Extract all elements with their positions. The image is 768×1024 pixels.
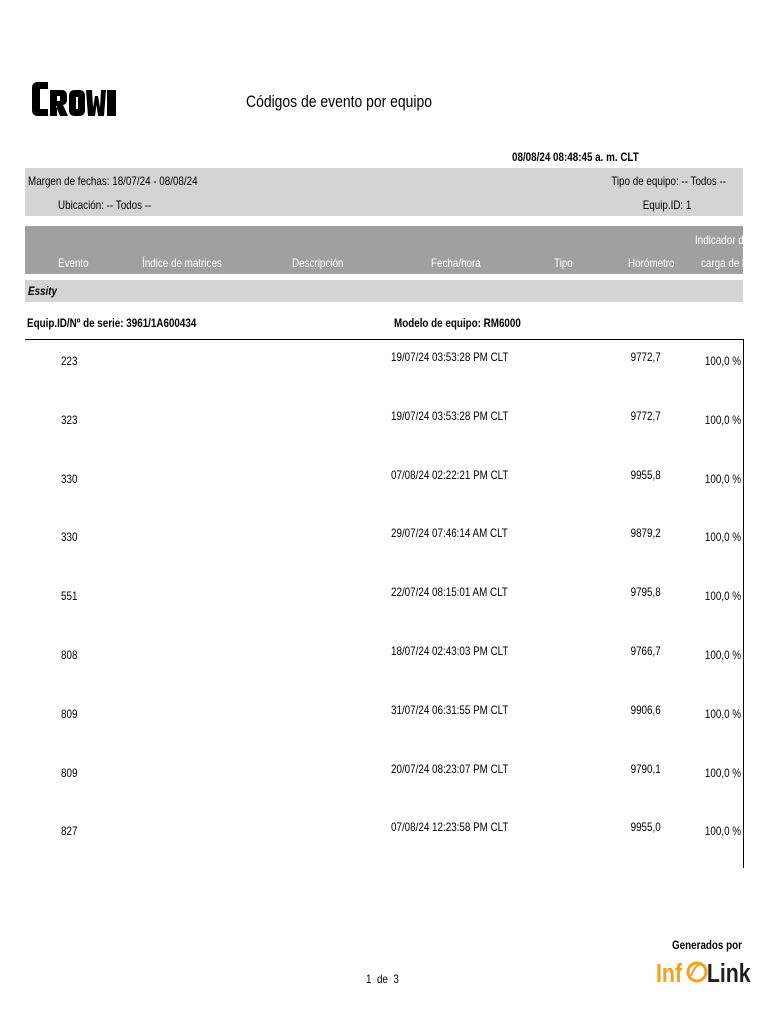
col-descripcion: Descripción [292,256,344,270]
load-indicator: 100,0 % [704,530,741,545]
table-row [25,815,743,873]
equipment-model: Modelo de equipo: RM6000 [394,316,521,330]
event-code: 809 [61,706,78,721]
event-code: 827 [61,824,78,839]
table-row [25,463,743,521]
hour-meter: 9906,6 [630,702,661,717]
col-tipo: Tipo [554,256,573,270]
logo-text: CROWN [30,78,34,79]
hour-meter: 9766,7 [630,644,661,658]
group-name: Essity [28,284,57,298]
column-header-row [25,226,750,274]
location-filter: Ubicación: -- Todos -- [58,198,152,212]
event-datetime: 07/08/24 02:22:21 PM CLT [391,467,509,482]
event-code: 551 [61,589,78,604]
page-separator: de [376,972,388,986]
generated-timestamp: 08/08/24 08:48:45 a. m. CLT [512,150,639,164]
load-indicator: 100,0 % [704,471,741,486]
load-indicator: 100,0 % [704,412,741,427]
event-code: 330 [61,530,78,545]
report-title: Códigos de evento por equipo [246,92,433,111]
table-row [25,698,743,756]
table-row [25,757,743,815]
event-code: 809 [61,765,78,780]
infolink-brand-info: Inf [656,959,683,989]
group-header [25,280,743,302]
event-datetime: 22/07/24 08:15:01 AM CLT [391,585,508,600]
load-indicator: 100,0 % [704,589,741,604]
load-indicator: 100,0 % [704,354,741,368]
equipment-id-filter: Equip.ID: 1 [642,198,691,212]
hour-meter: 9879,2 [630,526,661,541]
event-datetime: 20/07/24 08:23:07 PM CLT [391,761,509,776]
infolink-logo [656,954,751,989]
hour-meter: 9795,8 [630,585,661,600]
event-table [25,339,744,868]
infolink-brand-link: Link [706,959,751,989]
hour-meter: 9772,7 [630,350,661,364]
event-datetime: 19/07/24 03:53:28 PM CLT [391,408,509,423]
event-datetime: 07/08/24 12:23:58 PM CLT [391,820,509,835]
col-indice: Índice de matrices [142,256,222,270]
date-range-filter: Margen de fechas: 18/07/24 - 08/08/24 [28,174,198,188]
page-indicator [366,972,399,986]
col-indicador-line1: Indicador de [695,233,750,247]
event-datetime: 19/07/24 03:53:28 PM CLT [391,350,509,364]
hour-meter: 9955,8 [630,467,661,482]
event-code: 330 [61,471,78,486]
col-fecha-hora: Fecha/hora [431,256,481,270]
table-row [25,404,743,462]
page-total: 3 [393,972,399,986]
load-indicator: 100,0 % [704,765,741,780]
col-indicador-line2: carga de la [701,256,750,270]
page-current: 1 [366,972,372,986]
table-row [25,580,743,638]
crown-logo [30,78,116,120]
table-row [25,521,743,579]
equipment-serial: Equip.ID/Nº de serie: 3961/1A600434 [27,316,197,330]
generated-by-label: Generados por [672,938,742,952]
event-code: 323 [61,412,78,427]
hour-meter: 9955,0 [630,820,661,835]
load-indicator: 100,0 % [704,648,741,662]
event-code: 808 [61,648,78,662]
event-code: 223 [61,354,78,368]
load-indicator: 100,0 % [704,706,741,721]
event-datetime: 18/07/24 02:43:03 PM CLT [391,644,509,658]
hour-meter: 9790,1 [630,761,661,776]
load-indicator: 100,0 % [704,824,741,839]
filter-summary [25,168,743,216]
hour-meter: 9772,7 [630,408,661,423]
table-row [25,639,743,697]
table-row [25,345,743,403]
col-evento: Evento [58,256,89,270]
event-datetime: 29/07/24 07:46:14 AM CLT [391,526,508,541]
col-horometro: Horómetro [628,256,675,270]
equipment-type-filter: Tipo de equipo: -- Todos -- [611,174,726,188]
event-datetime: 31/07/24 06:31:55 PM CLT [391,702,509,717]
